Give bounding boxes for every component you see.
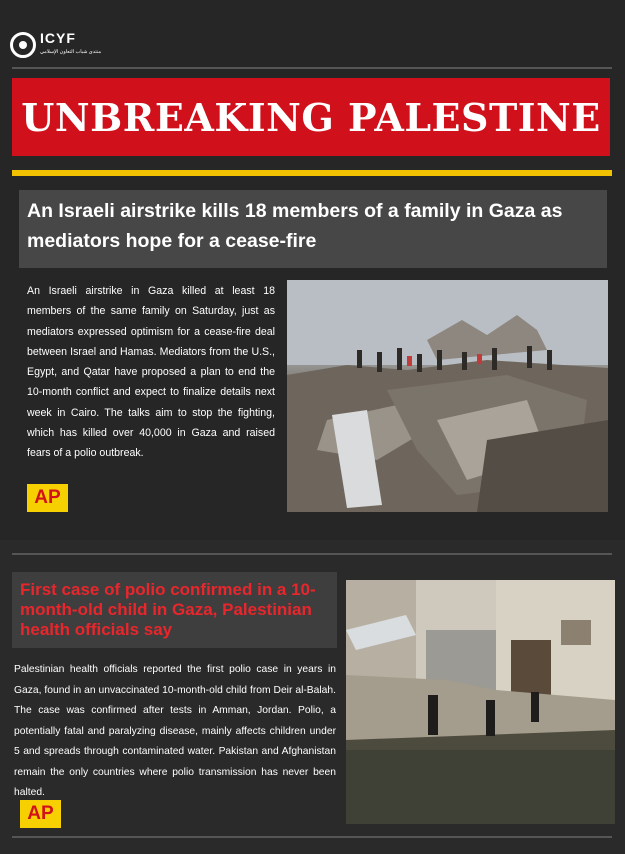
article2-body: Palestinian health officials reported the first polio case in years in Gaza, found in an unvaccinated 10-month-old child from Deir al-Balah. The case was confirmed after tests in Amman, Jordan. Polio, a potentially fatal and paralyzing disease, mainly affects children under 5 and spreads through contaminated water. Pakistan and Afghanistan remain the only countries where polio transmission has never been halted.	[14, 664, 336, 798]
article2-photo	[346, 580, 615, 824]
logo-text: ICYF	[40, 30, 76, 46]
section-divider	[12, 553, 612, 555]
source-badge: AP	[20, 800, 61, 828]
article1-body: An Israeli airstrike in Gaza killed at least 18 members of the same family on Saturday, just as mediators expressed optimism for a cease-fire deal between Israel and Hamas. Mediators from the U.S., Egypt, and Qatar have proposed a plan to end the 10-month conflict and expect to finalize details next week in Cairo. The talks aim to stop the fighting, which has killed over 40,000 in Gaza and raised fears of a polio outbreak.	[27, 285, 275, 460]
article2-headline: First case of polio confirmed in a 10-month-old child in Gaza, Palestinian health officials say	[12, 572, 337, 648]
page-title: UNBREAKING PALESTINE	[21, 94, 601, 140]
rubble-scene-image	[287, 280, 608, 512]
title-banner	[12, 78, 610, 156]
divider	[12, 67, 612, 69]
logo-subtext: منتدى شباب التعاون الإسلامي	[40, 49, 102, 55]
logo	[10, 28, 101, 62]
article1-photo	[287, 280, 608, 512]
street-scene-image	[346, 580, 615, 824]
article1-headline: An Israeli airstrike kills 18 members of a family in Gaza as mediators hope for a cease-fire	[19, 190, 607, 268]
source-badge: AP	[27, 484, 68, 512]
bottom-divider	[12, 836, 612, 838]
accent-bar	[12, 170, 612, 176]
icyf-logo-icon	[10, 32, 36, 58]
